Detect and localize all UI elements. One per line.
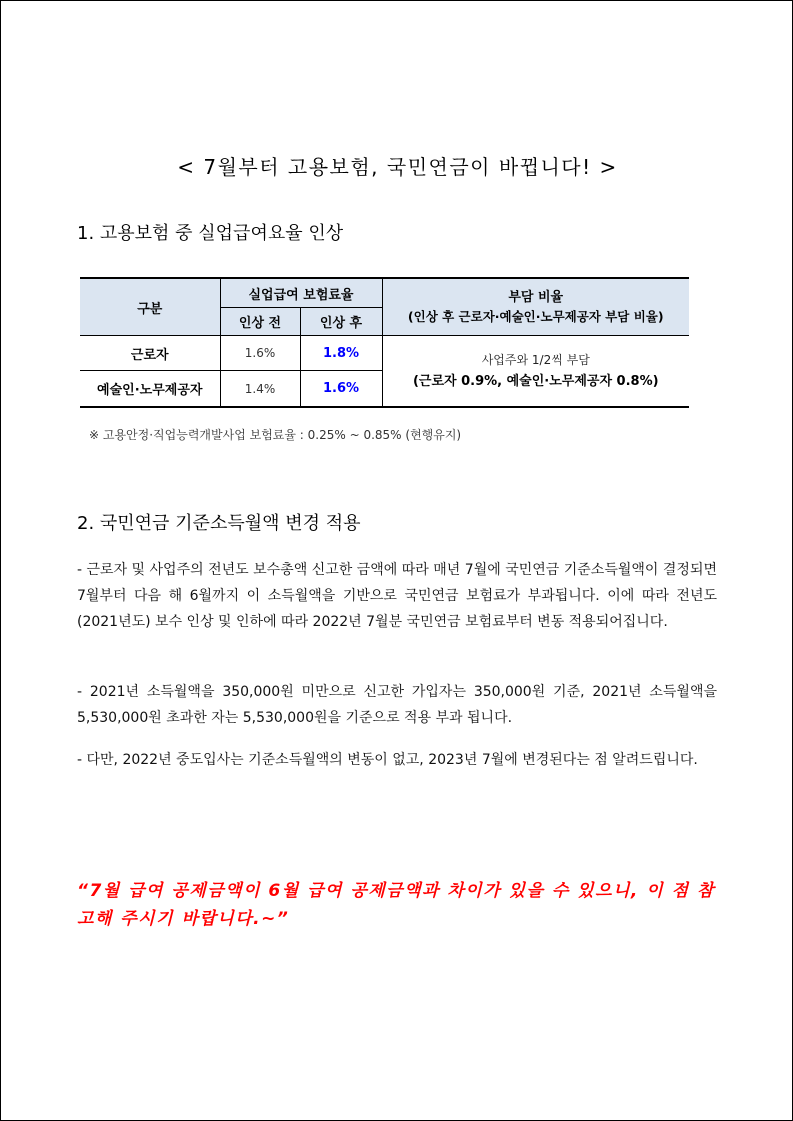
- row-before: 1.4%: [220, 371, 300, 408]
- burden-line1: 사업주와 1/2씩 부담: [481, 353, 590, 367]
- row-before: 1.6%: [220, 336, 300, 371]
- header-burden-sub: (인상 후 근로자·예술인·노무제공자 부담 비율): [407, 309, 664, 324]
- row-after: 1.6%: [300, 371, 382, 408]
- table-note: ※ 고용안정·직업능력개발사업 보험료율 : 0.25% ~ 0.85% (현행유지): [89, 428, 462, 442]
- row-category: 예술인·노무제공자: [80, 371, 220, 408]
- header-after: 인상 후: [300, 308, 382, 336]
- page-title: < 7월부터 고용보험, 국민연금이 바뀝니다! >: [177, 155, 618, 179]
- header-rate: 실업급여 보험료율: [220, 278, 382, 308]
- burden-line2: (근로자 0.9%, 예술인·노무제공자 0.8%): [412, 374, 659, 389]
- rate-table: [80, 277, 689, 408]
- row-after: 1.8%: [300, 336, 382, 371]
- row-category: 근로자: [80, 336, 220, 371]
- section1-heading: 1. 고용보험 중 실업급여요율 인상: [77, 223, 344, 244]
- header-category: 구분: [80, 278, 220, 336]
- header-before: 인상 전: [220, 308, 300, 336]
- header-burden-title: 부담 비율: [508, 290, 564, 305]
- header-burden: [382, 278, 689, 336]
- table-row: [80, 336, 689, 371]
- paragraph-1: - 근로자 및 사업주의 전년도 보수총액 신고한 금액에 따라 매년 7월에 국민연금 기준소득월액이 결정되면 7월부터 다음 해 6월까지 이 소득월액을 기반으로 국민연금 보험료가 부과됩니다. 이에 따라 전년도(2021년도) 보수 인상 및 인하에 따라 2022년 7월분 국민연금 보험료부터 변동 적용되어집니다.: [77, 562, 717, 630]
- section2-heading: 2. 국민연금 기준소득월액 변경 적용: [77, 513, 361, 534]
- paragraph-2: - 2021년 소득월액을 350,000원 미만으로 신고한 가입자는 350,000원 기준, 2021년 소득월액을 5,530,000원 초과한 자는 5,530,000원을 기준으로 적용 부과 됩니다.: [77, 684, 717, 726]
- paragraph-3: - 다만, 2022년 중도입사는 기준소득월액의 변동이 없고, 2023년 7월에 변경된다는 점 알려드립니다.: [77, 752, 698, 768]
- burden-cell: [382, 336, 689, 408]
- closing-note: “7월 급여 공제금액이 6월 급여 공제금액과 차이가 있을 수 있으니, 이 점 참고해 주시기 바랍니다.~”: [77, 881, 715, 929]
